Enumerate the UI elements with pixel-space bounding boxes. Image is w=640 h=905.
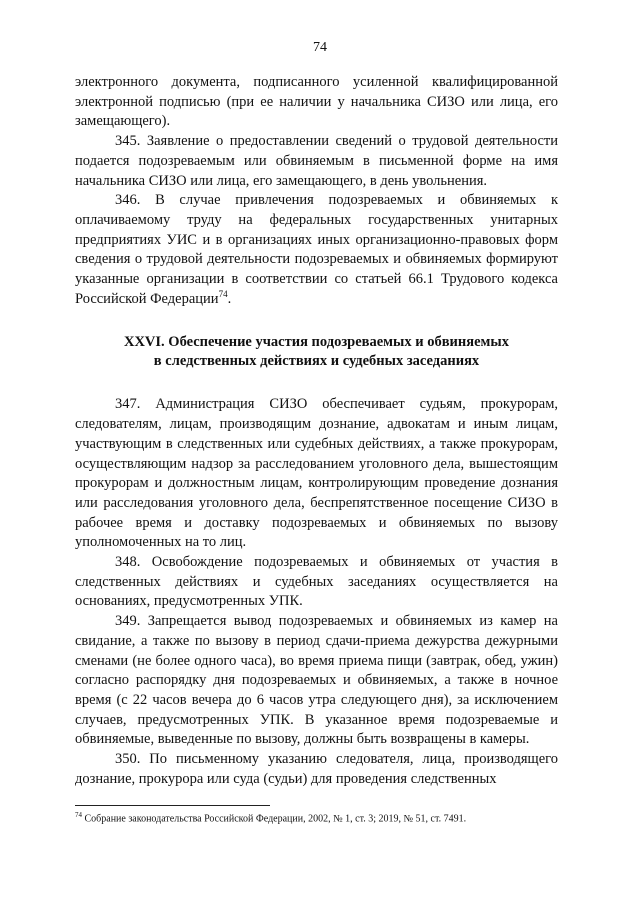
paragraph-348: 348. Освобождение подозреваемых и обвиняемых от участия в следственных действиях и судебных заседаниях осуществляется на основаниях, предусмотренных УПК. (75, 554, 558, 610)
section-heading-line-1: XXVI. Обеспечение участия подозреваемых и обвиняемых (123, 334, 509, 351)
paragraph-349: 349. Запрещается вывод подозреваемых и обвиняемых из камер на свидание, а также по вызову в период сдачи-приема дежурства дежурными сменами (не более одного часа), во время приема пищи (завтрак, обед, ужин) согласно распорядку дня подозреваемых и обвиняемых, а также в ночное время (с 22 часов вечера до 6 часов утра следующего дня), за исключением случаев, предусмотренных УПК. В указанное время подозреваемые и обвиняемые, выведенные по вызову, должны быть возвращены в камеры. (75, 613, 558, 748)
paragraph-347: 347. Администрация СИЗО обеспечивает судьям, прокурорам, следователям, лицам, производящим дознание, адвокатам и иным лицам, участвующим в следственных или судебных действиях, а также прокурорам, осуществляющим надзор за расследованием уголовного дела, вышестоящим прокурорам и должностным лицам, контролирующим проведение дознания или расследования уголовного дела, беспрепятственное посещение СИЗО в рабочее время и доставку подозреваемых и обвиняемых по вызову уполномоченных на то лиц. (75, 396, 558, 551)
paragraph-continued: электронного документа, подписанного усиленной квалифицированной электронной подписью (при ее наличии у начальника СИЗО или лица, его замещающего). (75, 74, 558, 130)
footnote-divider (75, 805, 270, 806)
paragraph-346-text: 346. В случае привлечения подозреваемых и обвиняемых к оплачиваемому труду на федеральных государственных унитарных предприятиях УИС и в организациях иных организационно-правовых форм сведения о трудовой деятельности подозреваемых и обвиняемых формируют указанные организации в соответствии со статьей 66.1 Трудового кодекса Российской Федерации (75, 192, 558, 307)
footnote (75, 809, 558, 825)
footnote-text: Собрание законодательства Российской Федерации, 2002, № 1, ст. 3; 2019, № 51, ст. 7491. (82, 813, 467, 825)
section-heading-line-2: в следственных действиях и судебных заседаниях (153, 353, 480, 370)
footnote-reference: 74 (218, 288, 228, 299)
section-heading (75, 333, 558, 371)
footnote-marker: 74 (75, 811, 82, 819)
paragraph-350: 350. По письменному указанию следователя, лица, производящего дознание, прокурора или суда (судьи) для проведения следственных (75, 751, 558, 787)
document-body (75, 73, 558, 790)
page-number: 74 (313, 40, 327, 55)
paragraph-345: 345. Заявление о предоставлении сведений о трудовой деятельности подается подозреваемым или обвиняемым в письменной форме на имя начальника СИЗО или лица, его замещающего, в день увольнения. (75, 133, 558, 189)
paragraph-346 (75, 191, 558, 309)
paragraph-346-end: . (227, 290, 232, 307)
